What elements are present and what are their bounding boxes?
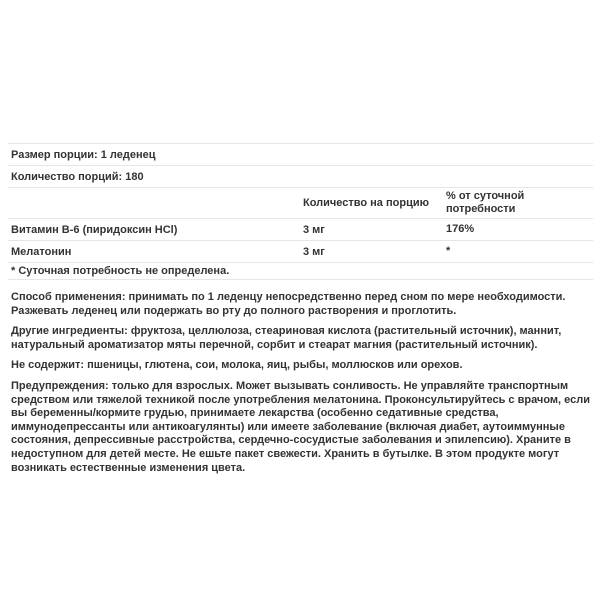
daily-value-header: % от суточной потребности	[446, 189, 525, 215]
ingredient-daily-value: 176%	[446, 222, 475, 235]
table-header-row	[8, 187, 593, 218]
product-info-paragraphs	[11, 291, 591, 475]
table-row-vitamin-b6	[8, 218, 593, 240]
suggested-use-paragraph: Способ применения: принимать по 1 леденцу непосредственно перед сном по мере необходимости. Разжевать леденец или подержать во рту до полного растворения и проглотить.	[11, 291, 566, 317]
serving-size-row	[8, 143, 593, 165]
ingredient-name: Мелатонин	[11, 245, 72, 258]
table-footnote-row	[8, 262, 593, 280]
supplement-facts-table	[8, 143, 593, 280]
free-of-paragraph: Не содержит: пшеницы, глютена, сои, молока, яиц, рыбы, моллюсков или орехов.	[11, 359, 463, 372]
other-ingredients-paragraph: Другие ингредиенты: фруктоза, целлюлоза, стеариновая кислота (растительный источник), маннит, натуральный ароматизатор мяты перечной, сорбит и стеарат магния (растительный источник).	[11, 325, 562, 351]
ingredient-amount: 3 мг	[303, 245, 325, 258]
warnings-paragraph: Предупреждения: только для взрослых. Может вызывать сонливость. Не управляйте транспортным средством или тяжелой техникой после употребления мелатонина. Проконсультируйтесь с врачом, если вы беременны/кормите грудью, принимаете лекарства (особенно седативные средства, иммунодепрессанты или антикоагулянты) или имеете заболевание (включая диабет, аутоиммунные состояния, депрессивные расстройства, сердечно-сосудистые заболевания и эпилепсию). Храните в недоступном для детей месте. Не ешьте пакет свежести. Хранить в бутылке. В этом продукте могут возникать естественные изменения цвета.	[11, 379, 590, 474]
ingredient-amount: 3 мг	[303, 223, 325, 236]
serving-size-text: Размер порции: 1 леденец	[11, 148, 156, 161]
servings-per-container-text: Количество порций: 180	[11, 170, 144, 183]
footnote-text: * Суточная потребность не определена.	[11, 265, 230, 277]
ingredient-name: Витамин B-6 (пиридоксин HCl)	[11, 223, 178, 236]
ingredient-daily-value: *	[446, 244, 451, 257]
servings-per-container-row	[8, 165, 593, 187]
table-row-melatonin	[8, 240, 593, 262]
amount-per-serving-header: Количество на порцию	[303, 197, 429, 209]
